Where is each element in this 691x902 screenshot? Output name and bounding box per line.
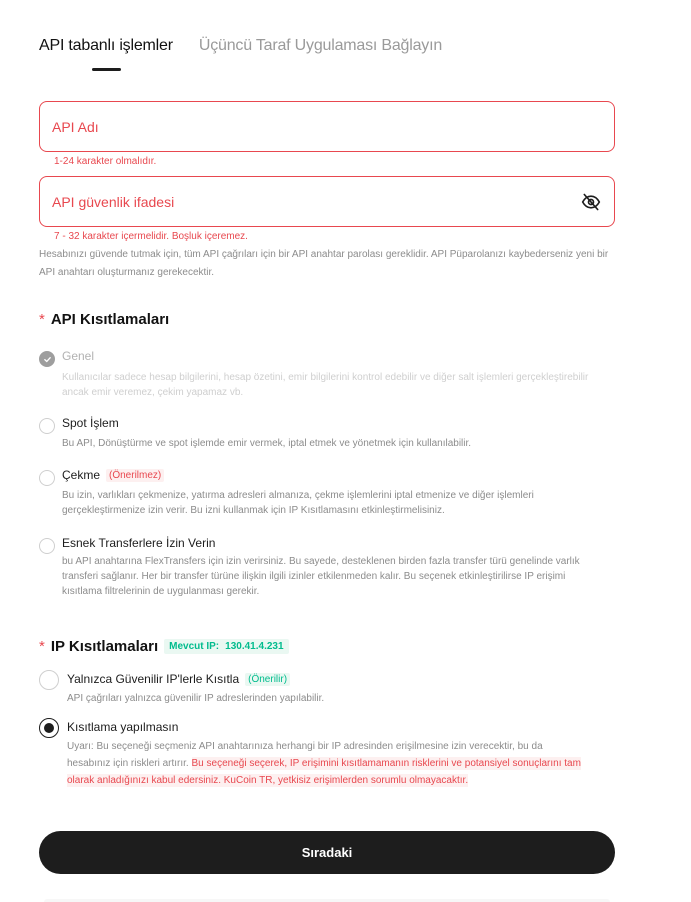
check-circle-icon [39, 351, 55, 367]
next-button[interactable]: Sıradaki [39, 831, 615, 874]
api-name-input[interactable] [52, 119, 602, 135]
api-name-field[interactable] [39, 101, 615, 152]
eye-off-icon[interactable] [580, 191, 602, 213]
passphrase-helper-text: Hesabınızı güvende tutmak için, tüm API çağrıları için bir API anahtar parolası gereklidir. API Püparolanızı kaybederseniz yeni bir API anahtarı oluşturmanız gerekecektir. [39, 249, 609, 278]
ip-option-unrestricted-label: Kısıtlama yapılmasın [67, 720, 179, 734]
api-passphrase-field[interactable] [39, 176, 615, 227]
permission-withdraw-label: Çekme [62, 468, 101, 482]
ip-option-unrestricted-radio[interactable] [39, 718, 59, 738]
ip-restrictions-title: IP Kısıtlamaları [50, 638, 159, 655]
api-passphrase-input[interactable] [52, 194, 580, 210]
tab-connect-third-party-app[interactable]: Üçüncü Taraf Uygulaması Bağlayın [198, 37, 443, 54]
permission-spot-trading-label: Spot İşlem [62, 416, 119, 430]
api-restrictions-title: API Kısıtlamaları [50, 311, 170, 328]
active-tab-indicator [92, 68, 121, 71]
permission-spot-trading-checkbox[interactable] [39, 418, 55, 434]
recommended-badge: (Önerilir) [245, 673, 290, 686]
permission-flex-transfers-description: bu API anahtarına FlexTransfers için izin verirsiniz. Bu sayede, desteklenen birden fazla transfer türü genelinde varlık transferi sağlanır. Her bir transfer türüne ilişkin ilgili izinler etkilenmeden kalır. Bu seçenek etkinleştirilirse IP erişimi kısıtlama filtrelerinin de uygulanması gerekir. [62, 556, 580, 597]
permission-withdraw-description: Bu izin, varlıkları çekmenize, yatırma adresleri almanıza, çekme işlemlerini iptal etmenize ve diğer işlemleri gerçekleştirmenize izin verir. Bu izni kullanmak için IP Kısıtlamasını etkinleştirmelisiniz. [62, 490, 534, 516]
permission-general-label: Genel [62, 349, 95, 363]
tab-api-based-operations[interactable]: API tabanlı işlemler [39, 37, 173, 54]
required-mark: * [39, 311, 45, 328]
ip-unrestricted-risk-acknowledgement: Bu seçeneği seçerek, IP erişimini kısıtlamamanın risklerini ve potansiyel sonuçlarını tam olarak anladığınızı kabul edersiniz. KuCoin TR, yetkisiz erişimlerden sorumlu olmayacaktır. [67, 758, 581, 786]
current-ip-label: Mevcut IP: [169, 641, 220, 652]
permission-flex-transfers-label: Esnek Transferlere İzin Verin [62, 536, 216, 550]
permission-withdraw-checkbox[interactable] [39, 470, 55, 486]
ip-option-trusted-only-radio[interactable] [39, 670, 59, 690]
tab-bar [39, 36, 442, 56]
ip-option-unrestricted-description [67, 738, 582, 789]
current-ip-badge [164, 639, 288, 654]
ip-option-trusted-only-title [67, 672, 290, 686]
api-name-error: 1-24 karakter olmalıdır. [54, 156, 157, 167]
permission-spot-trading-description: Bu API, Dönüştürme ve spot işlemde emir vermek, iptal etmek ve yönetmek için kullanılabilir. [62, 438, 472, 449]
api-restrictions-heading [39, 311, 169, 328]
ip-option-trusted-only-label: Yalnızca Güvenilir IP'lerle Kısıtla [67, 672, 240, 686]
permission-general-description: Kullanıcılar sadece hesap bilgilerini, hesap özetini, emir bilgilerini kontrol edebilir ve diğer salt işlemleri gerçekleştirebilir ancak emir veremez, çekim yapamaz vb. [62, 372, 589, 398]
ip-unrestricted-warning-text: Uyarı: Bu seçeneği seçmeniz API anahtarınıza herhangi bir IP adresinden erişilmesine izin verecektir, bu da hesabınız için riskleri artırır. [67, 741, 543, 769]
ip-restrictions-heading [39, 638, 289, 655]
permission-withdraw-title [62, 468, 164, 482]
permission-flex-transfers-checkbox[interactable] [39, 538, 55, 554]
current-ip-value: 130.41.4.231 [225, 641, 284, 652]
api-passphrase-error: 7 - 32 karakter içermelidir. Boşluk içeremez. [54, 231, 248, 242]
ip-option-trusted-only-description: API çağrıları yalnızca güvenilir IP adreslerinden yapılabilir. [67, 693, 325, 704]
required-mark: * [39, 638, 45, 655]
not-recommended-badge: (Önerilmez) [106, 469, 164, 482]
